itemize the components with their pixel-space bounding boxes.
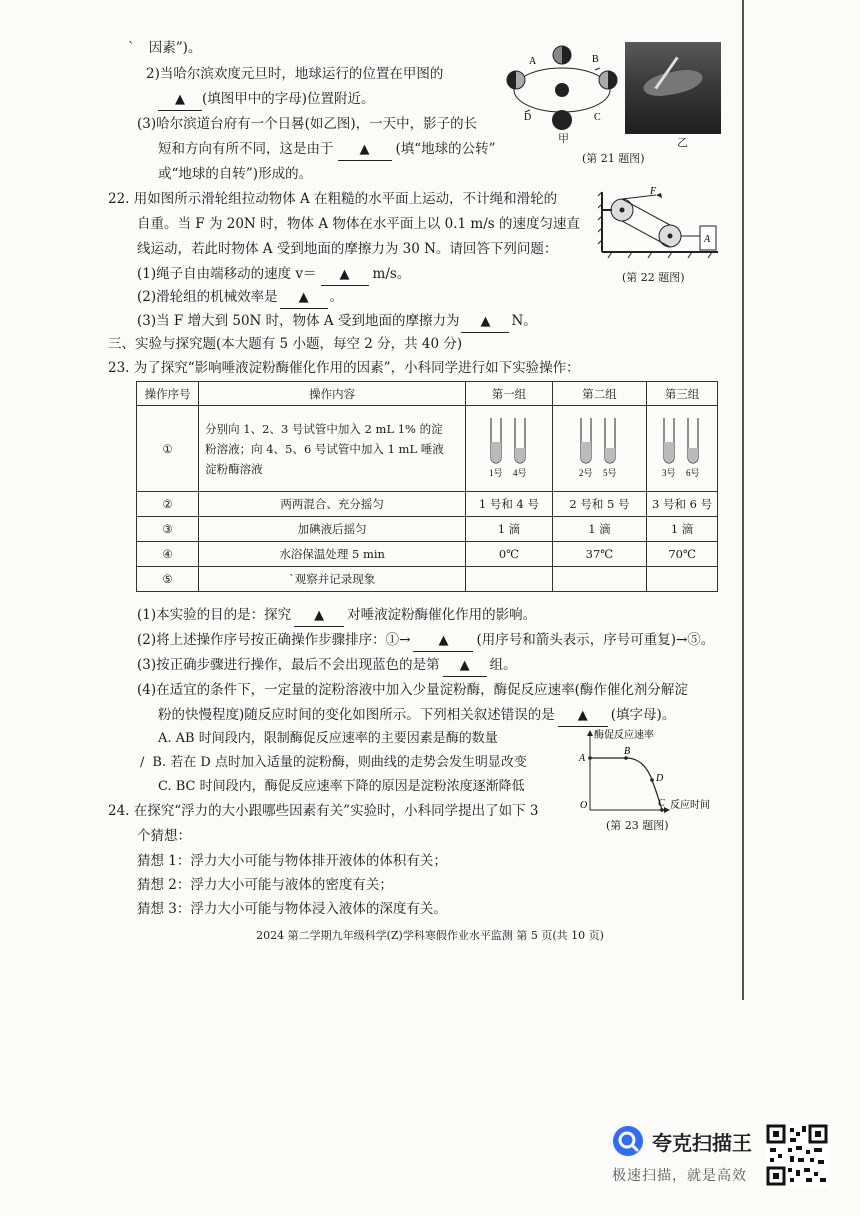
qr-code-icon [766, 1124, 828, 1186]
table-row [137, 567, 718, 592]
figure-21-caption: (第 21 题图) [582, 152, 645, 165]
header-content: 操作内容 [199, 382, 466, 406]
tube-label: 6号 [686, 468, 700, 478]
sundial-photo [625, 42, 721, 134]
step-number: ① [137, 406, 199, 492]
step-number: ③ [137, 517, 199, 542]
section-3-title: 三、实验与探究题(本大题有 5 小题，每空 2 分，共 40 分) [108, 336, 463, 352]
group1-cell: 0℃ [466, 542, 553, 567]
force-label: F [650, 186, 657, 197]
q21-part3-line3: 或“地球的自转”)形成的。 [158, 166, 313, 182]
answer-blank[interactable]: ▲ [338, 139, 392, 161]
group3-cell: 3 号和 6 号 [647, 492, 718, 517]
block-label: A [704, 234, 711, 245]
page-footer: 2024 第二学期九年级科学(Z)学科寒假作业水平监测 第 5 页(共 10 页) [256, 929, 604, 942]
test-tubes-icon [652, 416, 712, 478]
group3-cell: 1 滴 [647, 517, 718, 542]
answer-blank[interactable]: ▲ [558, 705, 608, 727]
answer-blank[interactable]: ▲ [294, 605, 344, 627]
table-row [137, 492, 718, 517]
group3-cell: 70℃ [647, 542, 718, 567]
table-row [137, 406, 718, 492]
scanner-watermark [612, 1125, 752, 1185]
group2-cell: 2 号和 5 号 [552, 492, 646, 517]
orbit-label-c: C [594, 112, 601, 123]
step-content: 加碘液后摇匀 [199, 517, 466, 542]
page-edge-rule [742, 0, 744, 1000]
experiment-table [136, 381, 718, 592]
q22-stem-line3: 线运动，若此时物体 A 受到地面的摩擦力为 30 N。请回答下列问题： [137, 241, 558, 257]
group2-cell: 37℃ [552, 542, 646, 567]
q23-part3: (3)按正确步骤进行操作，最后不会出现蓝色的是第 ▲ 组。 [137, 655, 517, 677]
header-group2: 第二组 [552, 382, 646, 406]
q24-stem-line1: 24. 在探究“浮力的大小跟哪些因素有关”实验时，小科同学提出了如下 3 [108, 803, 539, 819]
group2-tubes [552, 406, 646, 492]
figure-label-yi: 乙 [677, 136, 688, 149]
graph-point-b: B [624, 746, 631, 757]
figure-22-caption: (第 22 题图) [622, 271, 685, 284]
q24-guess3: 猜想 3：浮力大小可能与物体浸入液体的深度有关。 [137, 901, 447, 917]
graph-point-c: C [658, 798, 665, 809]
scanner-brand-name: 夸克扫描王 [652, 1130, 752, 1155]
test-tubes-icon [569, 416, 629, 478]
figure-23-caption: (第 23 题图) [606, 819, 669, 832]
answer-blank[interactable]: ▲ [280, 287, 328, 309]
header-group3: 第三组 [647, 382, 718, 406]
step-number: ④ [137, 542, 199, 567]
tube-label: 5号 [603, 468, 617, 478]
tube-label: 3号 [662, 468, 676, 478]
option-a: A. AB 时间段内，限制酶促反应速率的主要因素是酶的数量 [158, 731, 498, 746]
q23-part4-line1: (4)在适宜的条件下，一定量的淀粉溶液中加入少量淀粉酶，酶促反应速率(酶作催化剂分解淀 [137, 682, 688, 698]
q22-part2: (2)滑轮组的机械效率是 ▲ 。 [137, 287, 343, 309]
orbit-label-a: A [529, 56, 537, 67]
q22-part1: (1)绳子自由端移动的速度 v＝ ▲ m/s。 [137, 264, 410, 286]
graph-point-d: D [656, 773, 664, 784]
header-group1: 第一组 [466, 382, 553, 406]
group1-tubes [466, 406, 553, 492]
graph-x-label: 反应时间 [670, 800, 710, 811]
option-b: / B. 若在 D 点时加入适量的淀粉酶，则曲线的走势会发生明显改变 [140, 755, 527, 770]
q22-stem-line2: 自重。当 F 为 20N 时，物体 A 物体在水平面上以 0.1 m/s 的速度匀速直 [137, 216, 580, 232]
group1-cell [466, 567, 553, 592]
orbit-label-d: D [524, 112, 532, 123]
step-content: `观察并记录现象 [199, 567, 466, 592]
top-fragment: ˋ 因素”)。 [128, 40, 202, 56]
step-number: ⑤ [137, 567, 199, 592]
group3-cell [647, 567, 718, 592]
q23-part2: (2)将上述操作序号按正确操作步骤排序：①→ ▲ (用序号和箭头表示，序号可重复)→⑤。 [137, 630, 714, 652]
q21-part2-line1: 2)当哈尔滨欢度元旦时，地球运行的位置在甲图的 [146, 66, 444, 82]
group1-cell: 1 滴 [466, 517, 553, 542]
answer-blank[interactable]: ▲ [461, 311, 509, 333]
q23-part1: (1)本实验的目的是：探究 ▲ 对唾液淀粉酶催化作用的影响。 [137, 605, 536, 627]
tube-label: 4号 [512, 468, 527, 478]
graph-y-label: 酶促反应速率 [594, 730, 654, 741]
q23-part4-line2: 粉的快慢程度)随反应时间的变化如图所示。下列相关叙述错误的是 ▲ (填字母)。 [158, 705, 675, 727]
pulley-figure [598, 186, 722, 266]
tube-label: 1号 [488, 468, 503, 478]
group3-tubes [647, 406, 718, 492]
answer-blank[interactable]: ▲ [321, 264, 369, 286]
scanner-slogan: 极速扫描，就是高效 [612, 1168, 747, 1184]
table-row [137, 517, 718, 542]
graph-point-a: A [579, 753, 586, 764]
option-c: C. BC 时间段内，酶促反应速率下降的原因是淀粉浓度逐渐降低 [158, 779, 525, 794]
header-step: 操作序号 [137, 382, 199, 406]
q21-part3-line2: 短和方向有所不同，这是由于 ▲ (填“地球的公转” [158, 139, 496, 161]
q21-part2-line2: ▲ (填图甲中的字母)位置附近。 [158, 89, 375, 111]
enzyme-rate-graph [574, 726, 724, 818]
q24-stem-line2: 个猜想： [137, 828, 191, 844]
orbit-label-b: B [592, 54, 599, 65]
group2-cell [552, 567, 646, 592]
figure-label-jia: 甲 [558, 132, 569, 145]
test-tubes-icon [479, 416, 539, 478]
q23-stem: 23. 为了探究“影响唾液淀粉酶催化作用的因素”，小科同学进行如下实验操作： [108, 360, 580, 376]
step-content: 分别向 1、2、3 号试管中加入 2 mL 1% 的淀 粉溶液；向 4、5、6 号试管中加入 1 mL 唾液 淀粉酶溶液 [199, 406, 466, 492]
graph-origin: O [580, 800, 588, 811]
q22-part3: (3)当 F 增大到 50N 时，物体 A 受到地面的摩擦力为 ▲ N。 [137, 311, 537, 333]
step-number: ② [137, 492, 199, 517]
tube-label: 2号 [579, 468, 593, 478]
table-header-row [137, 382, 718, 406]
q22-stem-line1: 22. 用如图所示滑轮组拉动物体 A 在粗糙的水平面上运动，不计绳和滑轮的 [108, 191, 558, 207]
quark-logo-icon [612, 1125, 644, 1157]
group2-cell: 1 滴 [552, 517, 646, 542]
answer-blank[interactable]: ▲ [158, 89, 202, 111]
q24-guess1: 猜想 1：浮力大小可能与物体排开液体的体积有关； [137, 853, 447, 869]
answer-blank[interactable]: ▲ [413, 630, 473, 652]
q21-part3-line1: (3)哈尔滨道台府有一个日晷(如乙图)，一天中，影子的长 [137, 116, 478, 132]
answer-blank[interactable]: ▲ [443, 655, 487, 677]
group1-cell: 1 号和 4 号 [466, 492, 553, 517]
q24-guess2: 猜想 2：浮力大小可能与液体的密度有关； [137, 877, 393, 893]
step-content: 水浴保温处理 5 min [199, 542, 466, 567]
step-content: 两两混合、充分摇匀 [199, 492, 466, 517]
table-row [137, 542, 718, 567]
